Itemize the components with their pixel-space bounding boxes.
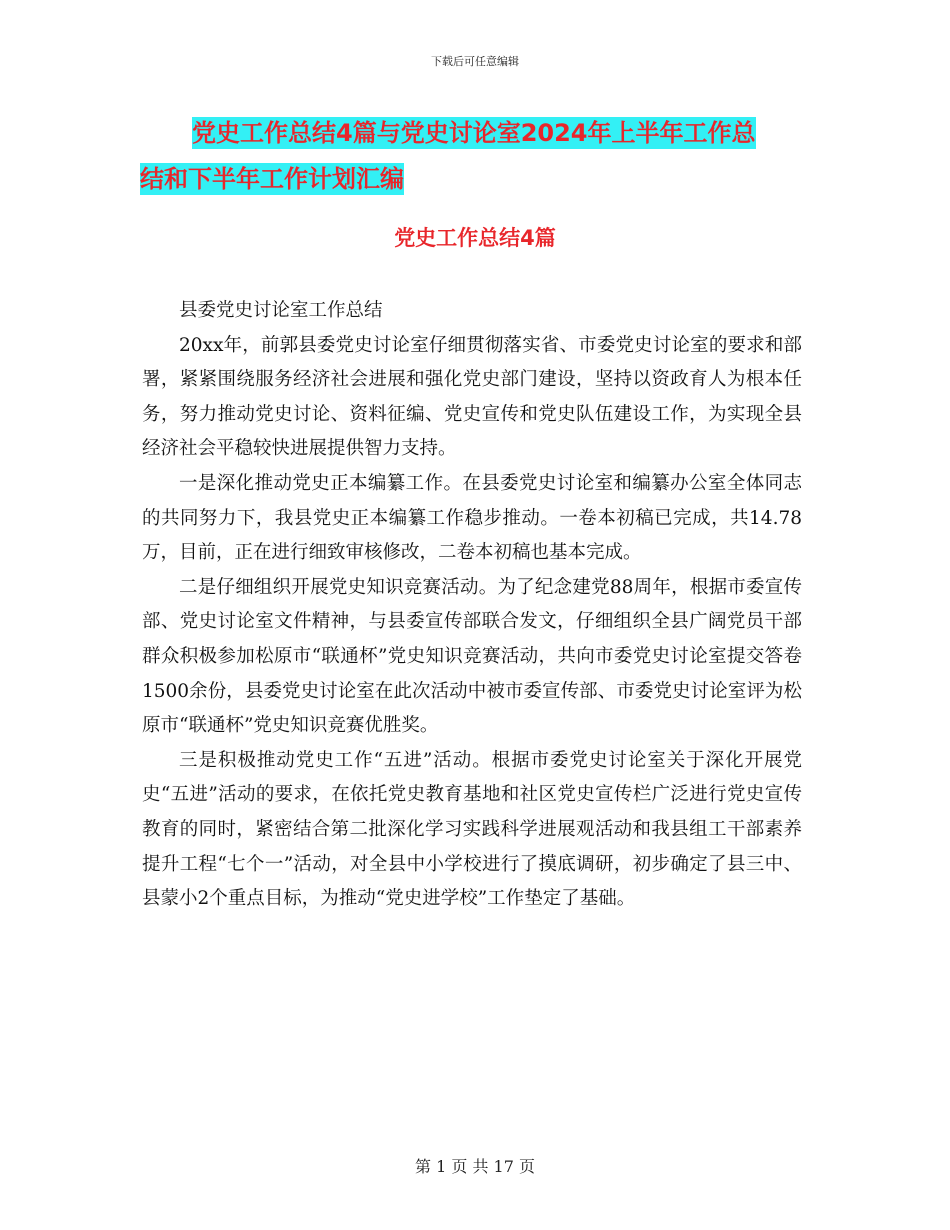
document-title <box>140 110 840 202</box>
page-footer: 第 1 页 共 17 页 <box>415 1157 535 1176</box>
paragraph: 一是深化推动党史正本编纂工作。在县委党史讨论室和编纂办公室全体同志的共同努力下，我县党史正本编纂工作稳步推动。一卷本初稿已完成，共14.78万，目前，正在进行细致审核修改，二卷本初稿也基本完成。 <box>142 472 802 564</box>
document-body <box>142 294 802 917</box>
document-title-line-2: 结和下半年工作计划汇编 <box>140 165 404 193</box>
page-header-note: 下载后可任意编辑 <box>431 55 519 68</box>
paragraph: 二是仔细组织开展党史知识竞赛活动。为了纪念建党88周年，根据市委宣传部、党史讨论室文件精神，与县委宣传部联合发文，仔细组织全县广阔党员干部群众积极参加松原市“联通杯”党史知识竞赛活动，共向市委党史讨论室提交答卷1500余份，县委党史讨论室在此次活动中被市委宣传部、市委党史讨论室评为松原市“联通杯”党史知识竞赛优胜奖。 <box>142 576 802 737</box>
paragraph: 20xx年，前郭县委党史讨论室仔细贯彻落实省、市委党史讨论室的要求和部署，紧紧围绕服务经济社会进展和强化党史部门建设，坚持以资政育人为根本任务，努力推动党史讨论、资料征编、党史宣传和党史队伍建设工作，为实现全县经济社会平稳较快进展提供智力支持。 <box>142 334 802 460</box>
document-title-line-1: 党史工作总结4篇与党史讨论室2024年上半年工作总 <box>192 119 756 147</box>
paragraph: 三是积极推动党史工作“五进”活动。根据市委党史讨论室关于深化开展党史“五进”活动的要求，在依托党史教育基地和社区党史宣传栏广泛进行党史宣传教育的同时，紧密结合第二批深化学习实践科学进展观活动和我县组工干部素养提升工程“七个一”活动，对全县中小学校进行了摸底调研，初步确定了县三中、县蒙小2个重点目标，为推动“党史进学校”工作垫定了基础。 <box>142 749 802 910</box>
section-title: 党史工作总结4篇 <box>394 226 556 250</box>
subheading: 县委党史讨论室工作总结 <box>179 300 383 321</box>
